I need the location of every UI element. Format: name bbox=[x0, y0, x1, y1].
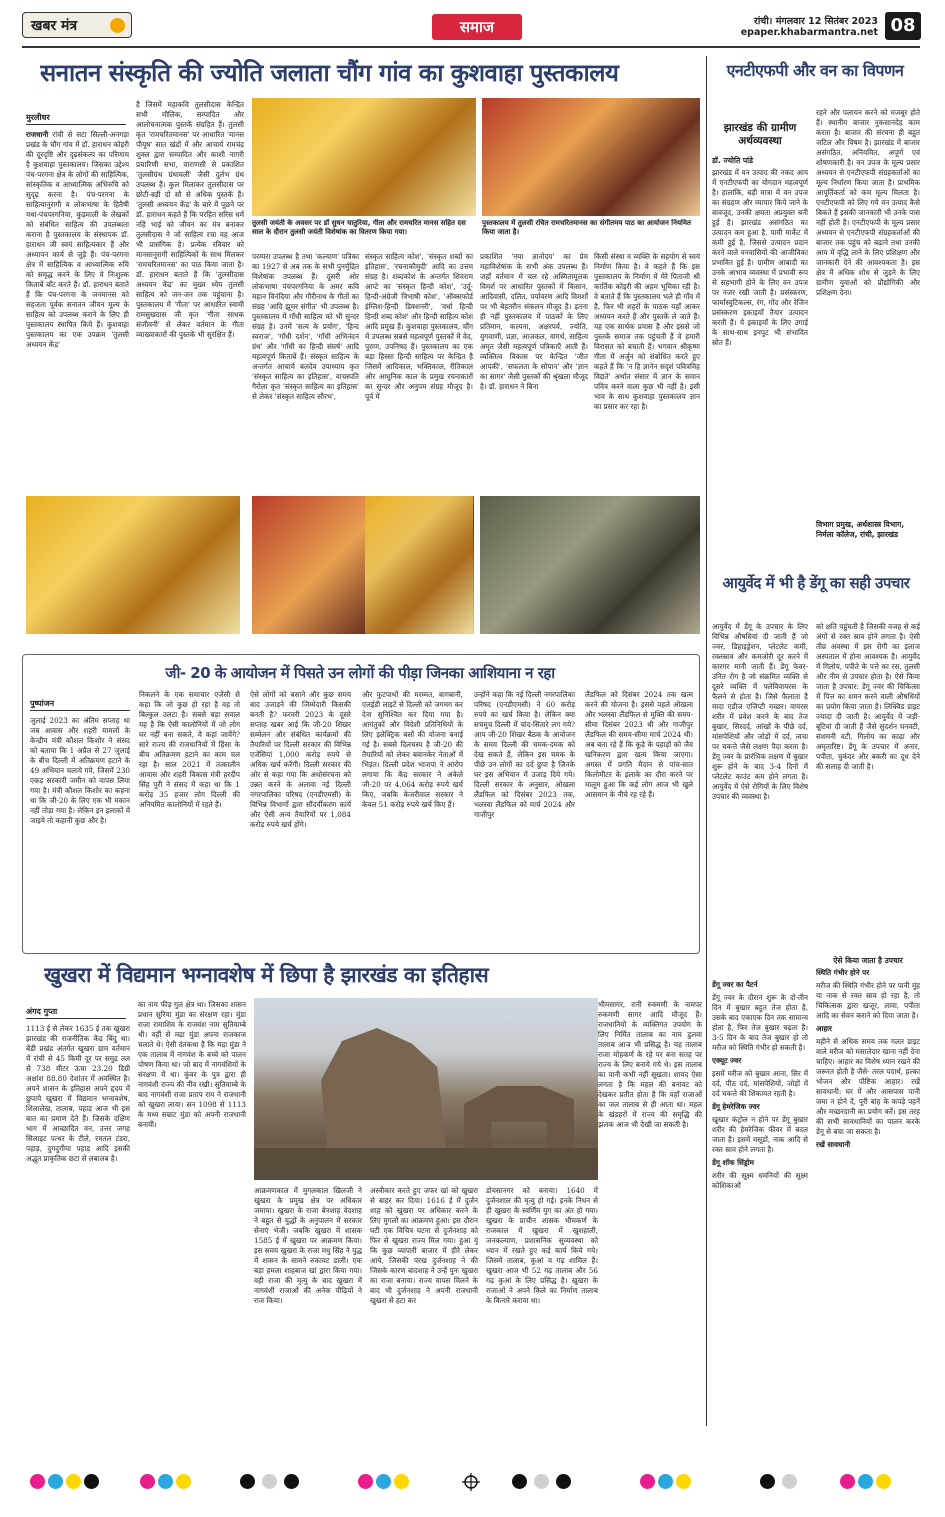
story1-photo-1 bbox=[252, 98, 476, 216]
story5-headline: खुखरा में विद्यमान भग्नावशेष में छिपा है झारखंड का इतिहास bbox=[44, 963, 489, 987]
color-dot bbox=[512, 1474, 527, 1489]
story1-col6: किसी संस्था व व्यक्ति के सहयोग से स्वयं निर्माण किया है। वे कहते हैं कि इस पुस्तकालय के निर्माण में मेरे पिताजी श्री कार्तिक कोइरी की अहम भूमिका रही है। वे बताते हैं कि पुस्तकालय भले ही गाँव में है, फिर भी शहरों के पाठक यहाँ आकर अध्ययन करते हैं और पुस्तकें ले जाते हैं। यह एक सार्थक प्रयास है और इससे जो पुस्तकें समाज तक पहुंचती हैं वे हमारी विरासत को बचाती हैं। भगवान श्रीकृष्ण गीता में अर्जुन को संबोधित करते हुए कहते हैं कि 'न हि ज्ञानेन सदृशं पवित्रमिह विद्यते' अर्थात संसार में ज्ञान के समान पवित्र करने वाला कुछ भी नहीं है। इसी भाव के साथ कुशवाहा पुस्तकालय ज्ञान का प्रसार कर रहा है। bbox=[594, 252, 700, 411]
ruins-arch bbox=[464, 1068, 574, 1158]
color-dot bbox=[858, 1474, 873, 1489]
story3-col4: स्थिति गंभीर होने पर मरीज की स्थिति गंभीर होने पर पानी मुंह या नाक से रक्त स्राव हो रहा है, तो चिकित्सक द्वारा खजूर, लावा, पपीता आदि का सेवन कराने को दिया जाता है। आहार महीने से अधिक समय तक गलत डाइट वाले मरीज को मसालेदार खाना नहीं देना चाहिए। आहार का विशेष ध्यान रखने की जरूरत होती है जैसे- तरल पदार्थ, हल्का भोजन और पौष्टिक आहार। रखें सावधानी: घर में और आसपास पानी जमा न होने दें, पूरी बांह के कपड़े पहनें और मच्छरदानी का प्रयोग करें। इस तरह की सभी सावधानियों का पालन करके डेंगू से बचा जा सकता है। रखें सावधानी bbox=[816, 968, 920, 1149]
story3-subhead-2: डेंगू ज्वर का पैटर्न bbox=[712, 980, 758, 989]
story2-col2: रहने और पलायन करने को मजबूर होते हैं। स्थानीय बाजार नुकसानदेह काम करता है। बाजार की संरचना ही बहुत जटिल और विषम है। झारखंड में बाजार असंगठित, अनियमित, अपूर्ण एवं शोषणकारी है। वन उपज के मूल्य प्रसार अध्ययन से एनटीएफपी संग्रहकर्ताओं का मूल्य निर्धारण किया जाता है। प्राथमिक आपूर्तिकर्ता को कम मूल्य मिलता है। एनटीएफपी को लिए गये वन उत्पाद कैसे बिकते हैं इसकी जानकारी भी उनके पास नहीं होती है। एनटीएफपी के मूल्य प्रसार अध्ययन से एनटीएफपी संग्रहकर्ताओं की बाजार तक पहुंच को बढ़ाने तथा उनकी आय में वृद्धि लाने के लिए प्रशिक्षण और जानकारी देने की आवश्यकता है। इस क्षेत्र में अधिक शोध से जुड़ने के लिए ग्रामीण युवाओं को प्रौद्योगिकी और प्रशिक्षण देना। bbox=[816, 108, 920, 297]
color-dot bbox=[66, 1474, 81, 1489]
story3-subhead-8: रखें सावधानी bbox=[816, 1140, 851, 1149]
story3-subhead-6: डेंगू शॉक सिंड्रोम bbox=[712, 1158, 754, 1167]
story1-caption-1: तुलसी जयंती के अवसर पर डॉ सुधन चातुरिया, गीता और रामचरित मानस सहित दस साल के दौरान तुलसी जयंती विशेषांक का वितरण किया गया। bbox=[252, 219, 466, 236]
col-divider bbox=[706, 56, 707, 1426]
story1-photo-3 bbox=[26, 496, 240, 634]
color-dot bbox=[534, 1474, 549, 1489]
story2-headline bbox=[712, 60, 918, 82]
logo-icon bbox=[110, 18, 125, 33]
color-dot bbox=[158, 1474, 173, 1489]
byline-rule bbox=[26, 124, 126, 125]
color-dot bbox=[876, 1474, 891, 1489]
story4-byline-rule bbox=[30, 710, 130, 711]
story4-col5: उन्होंने कहा कि नई दिल्ली नगरपालिका परिषद (एनडीएमसी) ने 60 करोड़ रुपये का खर्च किया है। लेकिन क्या सचमुच दिल्ली में चांद-सितारे लग गये? आप जी-20 शिखर बैठक के आयोजन के समय दिल्ली की चमक-दमक को देख सकते हैं, लेकिन इस चमक के पीछे उन लोगों का दर्द छुपा है जिनके घर इस अभियान में उजाड़ दिये गये। दिल्ली सरकार के अनुसार, ओखला लैंडफिल को दिसंबर 2023 तक, भलस्वा लैंडफिल को मार्च 2024 और गाजीपुर bbox=[474, 690, 575, 819]
masthead-logo bbox=[22, 12, 132, 38]
logo-text: खबर मंत्र bbox=[31, 18, 78, 34]
color-dot bbox=[84, 1474, 99, 1489]
story2-subhead bbox=[712, 122, 808, 148]
story5-col3: आक्रमणकाल में मुगलकाल खिलजी ने खुखरा के प्रमुख क्षेत्र पर अधिकार जमाया। खुखरा के राजा बेनशाह वेदशाह ने बहुत से युद्धों के अनुपालन में सरकार सेनाएं भेजी। जबकि खुखरा में शासक 1585 ई में खुखरा पर आक्रमण किया। इस समय खुखरा के राजा मधु सिंह ने युद्ध में शासन के सामने रुकावट डाली। एक बड़ा हमला शाहबाज खां द्वारा किया गया। वही राजा की मृत्यु के बाद खुखरा में नागवंशी राजाओं की अनेक पीढ़ियों ने राज किया। bbox=[254, 1186, 362, 1305]
story4-col4: और फुटपाथों की मरम्मत, बागबानी, एलईडी लाइटें से दिल्ली को जगमग कर देना सुनिश्चित कर दिया गया है। आगंतुकों और विदेशी प्रतिनिधियों के लिए इलेक्ट्रिक बसों की योजना बनाई गई है। सबसे दिलचस्प है जी-20 की तैयारियों को लेकर बवानकेर नेताओं में भिड़ंत। दिल्ली प्रदेश भाजपा ने आरोप लगाया कि केंद्र सरकार ने अकेले जी-20 पर 4,064 करोड़ रुपये खर्च किए, जबकि केजरीवाल सरकार ने केवल 51 करोड़ रुपये खर्च किए हैं। bbox=[362, 690, 463, 809]
story1-byline: मुरलीधर bbox=[26, 113, 50, 122]
story2-byline: डॉ. ज्योति पांडे bbox=[712, 156, 754, 165]
story1-col1 bbox=[26, 130, 129, 490]
story5-col4: अस्त्रीकार करते हुए जफर खां को खुखरा से बाहर कर दिया। 1616 ई में दुर्जन शाह को खुखरा पर अधिकार करने के लिए मुगलों का आक्रमण हुआ। इस दौरान घटी एक विचित्र घटना से दुर्जनशाह को फिर से खुखरा राज्य मिल गया। हुआ यूं कि कुछ व्यापारी बाजार में हीरे लेकर आये, जिसकी परख दुर्जनशाह ने की जिसके कारण बादशाह ने उन्हें पुनः खुखरा का राजा बनाया। राज्य वापस मिलने के बाद भी दुर्जनशाह ने अपनी राजधानी खुखरा से हटा कर bbox=[370, 1186, 478, 1305]
masthead-rule bbox=[22, 46, 920, 48]
footer-color-bar bbox=[0, 1470, 945, 1500]
story4-col2: निकलने के एक समाचार एजेंसी से कहा कि जो कुछ हो रहा है वह तो बिल्कुल उलटा है। सबसे बड़ा सवाल यह है कि ऐसी कालोनियों में जो लोग घर नहीं बना सकते, वे कहां जायेंगे? सारे राज्य की राजधानियों में हिंसा के बीच अतिक्रमण हटाने का काम चल रहा है। साल 2021 में तत्कालीन आवास और शहरी विकास मंत्री हरदीप सिंह पुरी ने संसद में कहा था कि 1 करोड़ 35 हजार लोग दिल्ली की अनियमित कालोनियों में रहते हैं। bbox=[139, 690, 240, 809]
story3-subhead-3: स्थिति गंभीर होने पर bbox=[816, 968, 870, 977]
section-label bbox=[432, 14, 522, 40]
story1-photo-2 bbox=[482, 98, 700, 216]
story2-headline-text: एनटीएफपी और वन का विपणन bbox=[726, 61, 904, 80]
story2-col1: झारखंड में वन उत्पाद की नकद आय में एनटीएफपी का योगदान महत्वपूर्ण है। हालांकि, बड़ी मात्रा में वन उपज का संग्रहण और व्यापार किये जाने के बावजूद, उनकी क्षमता अप्रयुक्त बनी हुई है। झारखंड असंगठित का उत्पादन कम हुआ है, पायी मार्केट में कमी हुई है, जिससे उत्पादन प्रदान करने वाले वनवासियों की आजीविका प्रभावित हुई है। ग्रामीण आबादी का उनके आभाव व्यवस्था में प्रभावी रूप से सहभागी होने के लिए वन उपज पर नजर रखी जाती है। प्रसंस्करण, फार्मास्युटिकल्स, रंग, गोंद और रेजिन प्रसंस्करण इकाइयाँ तैयार उत्पादन करती हैं। ये इकाइयाँ के लिए उगाई के साथ-साथ इनपुट भी संभावित स्रोत हैं। bbox=[712, 168, 808, 347]
story3-col3: डेंगू ज्वर का पैटर्न डेंगू ज्वर के दौरान शुरू के दो-तीन दिन में बुखार बहुत तेज होता है, उसके बाद एकाएक दिन तक सामान्य होता है, फिर तेज बुखार चढ़ता है। 3-5 दिन के बाद तेज बुखार हो तो मरीज को स्थिति गंभीर हो सकती है। एक्यूट ज्वर इसमें मरीज को बुखार आना, सिर में दर्द, पीठ दर्द, मांसपेशियों, जोड़ों में दर्द चकत्ते की शिकायत रहती है। डेंगू हेमरेजिक ज्वर खुखार कंट्रोल न होने पर डेंगू बुखार शरीर की हेमरेजिक फीवर में बदल जाता है। इसमें मसूड़ों, नाक आदि से रक्त स्राव होने लगता है। डेंगू शॉक सिंड्रोम शरीर की सूक्ष्म धमनियों की सूक्ष्म कोशिकाओं bbox=[712, 980, 808, 1190]
color-dot bbox=[782, 1474, 797, 1489]
story5-col6: भीमसागर, रानी रुक्मणी के नामपर रुकमणी सागर आदि मौजूद हैं। राजधानियों के व्यक्तिगत उपयोग के लिए निर्मित तालाब का नाम डुलवा तालाब आज भी प्रसिद्ध है। यह तालाब राजा मोहकर्ण के रहे पर बना सतह पर राज्य के लिए बनाये गये थे। इस तालाब का पानी कभी नहीं सूखता। शायद ऐसा लगता है कि महल की बनावट को देखकर प्रतीत होता है कि यहाँ राजाओं का जल तालाब से ही आता था। महल के खंडहरों में राज्य की समृद्धि की झलक आज भी देखी जा सकती है। bbox=[598, 1000, 702, 1129]
color-dot bbox=[262, 1474, 277, 1489]
story3-subhead-7: आहार bbox=[816, 1024, 832, 1033]
color-dot bbox=[48, 1474, 63, 1489]
story5-col5: डोयसानगर को बनाया। 1640 में दुर्जनशाल की मृत्यु हो गई। इनके निधन से ही खुखरा के स्वर्णिम युग का अंत हो गया। खुखरा के प्राचीन शासक भीमकर्ण के राजकाल में खुखरा में खुशहाली, जनकल्याण, प्रशासनिक सुव्यवस्था को ध्यान में रखते हुए कई कार्य किये गये। जिसमें तालाब, कुआं व गढ़ शामिल हैं। खुखरा आज भी 52 गढ़ तालाब और 56 गढ़ कुआं के लिए प्रसिद्ध है। खुखरा के राजाओं ने अपने किले का निर्माण तालाब के किनारे कराया था। bbox=[486, 1186, 598, 1305]
story3-subhead-1: ऐसे किया जाता है उपचार bbox=[833, 956, 903, 965]
story5-byline-rule bbox=[26, 1018, 126, 1019]
story3-headline bbox=[712, 572, 920, 594]
story1-col1-text: रांची से सटा सिल्ली-अनगड़ा प्रखंड के चौंग गांव में डॉ. हाराधन कोइरी की दूरदृष्टि और दृढ़संकल्प का परिणाम है कुशवाहा पुस्तकालय। जिसका उद्देश्य पंच-परगना क्षेत्र के लोगों की साहित्यिक, सांस्कृतिक व आध्यात्मिक अभिरुचि को सुदृढ़ करना है। पंच-परगना के साहित्यानुरागी व लोकभाषा के हितैषी यथा-पंचपरगनिया, कुड़माली के लेखकों को संबंधित साहित्य की उपलब्धता कराना है पुस्तकालय के संस्थापक डॉ. हाराधन जी स्वयं साहित्यकार हैं और अध्यापन कार्य से जुड़े हैं। पंच-परगना क्षेत्र में साहित्यिक व आध्यात्मिक रुचि को समृद्ध करने के लिए वे निःशुल्क किताबें बाँट करते हैं। डॉ. हाराधन बताते हैं कि पंच-परगना के जनमानस को सहजता पूर्वक सनातन जीवन मूल्य के साहित्य को उपलब्ध कराने के लिए ही पुस्तकालय स्थापित किये हैं। कुशवाहा पुस्तकालय का एक उपक्रम 'तुलसी अध्ययन केंद्र' bbox=[26, 130, 129, 349]
story1-col5: प्रकाशित 'नया ज्ञानोदय' का प्रेम महाविशेषांक के सभी अंक उपलब्ध हैं। जहाँ वर्तमान में चल रहे अस्मितामूलक विमर्श पर आधारित पुस्तकों में किसान, आदिवासी, दलित, पर्यावरण आदि विमर्शों पर भी बेहतरीन संकलन मौजूद है। इतना ही नहीं पुस्तकालय में पाठकों के लिए प्रतिमान, कल्पना, अक्षरपर्व, ज्योति, युगवाणी, प्रज्ञा, आजकल, वागर्थ, साहित्य अमृत जैसी महत्वपूर्ण पत्रिकाएँ आती हैं। व्यक्तित्व विकास पर केन्द्रित 'जीत आपकी', 'सफलता के सोपान' और 'ज्ञान का सागर' जैसी पुस्तकों की श्रृंखला मौजूद है। डॉ. हाराधन ने बिना bbox=[480, 252, 588, 391]
story1-photo-6 bbox=[480, 496, 700, 634]
date-line: रांची। मंगलवार 12 सितंबर 2023 bbox=[753, 16, 878, 27]
crosshair-icon bbox=[462, 1473, 480, 1491]
page-number bbox=[885, 12, 921, 40]
color-dot bbox=[676, 1474, 691, 1489]
color-dot bbox=[556, 1474, 571, 1489]
story3-col1: आयुर्वेद में डेंगू के उपचार के लिए विभिन्न औषधियां दी जाती हैं जो ज्वर, डिहाइड्रेशन, प्लेटलेट कमी, रक्तस्राव और कमजोरी दूर करने में कारगर मानी जाती हैं। डेंगू फेवर-उनित रोग है जो संक्रमित व्यक्ति से दूसरे व्यक्ति में फ्लेविवायरस के फैलने से होता है। जिसे फैलाता है मादा एडीज एजिप्टी मच्छर। वायरस शरीर में प्रवेश करने के बाद तेज बुखार, सिरदर्द, आंखों के पीछे दर्द, मांसपेशियों और जोड़ों में दर्द, त्वचा पर चकत्ते जैसे लक्षण पैदा करता है। डेंगू ज्वर के प्रारंभिक लक्षण में बुखार शुरू होने के बाद 3-4 दिनों में प्लेटलेट काउंट कम होने लगता है। आयुर्वेद में ऐसे रोगियों के लिए विशेष उपचार की व्यवस्था है। bbox=[712, 622, 808, 801]
story3-subhead-4: एक्यूट ज्वर bbox=[712, 1056, 742, 1065]
color-dot bbox=[240, 1474, 255, 1489]
story3-headline-text: आयुर्वेद में भी है डेंगू का सही उपचार bbox=[722, 574, 910, 592]
ruins-wall bbox=[314, 1028, 454, 1158]
story3-subhead-5: डेंगू हेमरेजिक ज्वर bbox=[712, 1102, 760, 1111]
ruins-ground bbox=[254, 1148, 598, 1180]
story4-headline: जी- 20 के आयोजन में पिसते उन लोगों की पीड़ा जिनका आशियाना न रहा bbox=[165, 664, 555, 682]
color-dot bbox=[376, 1474, 391, 1489]
color-dot bbox=[760, 1474, 775, 1489]
color-dot bbox=[840, 1474, 855, 1489]
story2-subhead-text: झारखंड की ग्रामीण अर्थव्यवस्था bbox=[723, 122, 797, 147]
story1-dateline: राजधानी bbox=[26, 130, 49, 139]
website: epaper.khabarmantra.net bbox=[740, 27, 878, 38]
story5-col2: का नाम फीड़ गुल क्षेत्र था। जिसका शासन प्रधान सुरिया मुंडा का संरक्षण रहा। मुंडा राजा रामाशिव के राजवंश नाम सुतियाम्बे थी। वहीं से मद्रा मुंडा अपना राजकाज चलाते थे। ऐसी दंतकथा है कि मद्रा मुंडा ने एक तालाब में नागवंश के बच्चे को पालन पोषण किया था। जो बाद में नागवंशियों के संरक्षण में था। कुंवर के पुत्र द्वारा ही नागवंशी राज्य की नींव रखी। सुतियाम्बे के बाद नागवंशी राजा प्रताप राय ने राजधानी को खुखरा लाया। सन 1098 से 1113 के मध्य सम्राट मुंडा को अपनी राजधानी बनायी। bbox=[138, 1000, 246, 1129]
story1-headline: सनातन संस्कृति की ज्योति जलाता चौंग गांव का कुशवाहा पुस्तकालय bbox=[40, 59, 619, 87]
story5-byline: अंगद गुप्ता bbox=[26, 1007, 58, 1016]
color-dot bbox=[30, 1474, 45, 1489]
section-label-text: समाज bbox=[459, 18, 495, 36]
story2-sign: विभाग प्रमुख, अर्थशास्त्र विभाग, निर्मला कॉलेज, रांची, झारखंड bbox=[816, 520, 905, 539]
story4-col3: ऐसे लोगों को बसाने और कुछ समय बाद उजाड़ने की जिम्मेदारी किसकी बनती है? फरवरी 2023 के दूसरे सप्ताह खबर आई कि जी-20 शिखर सम्मेलन और संबंधित कार्यक्रमों की तैयारियों पर दिल्ली सरकार की विभिन्न एजेंसियां 1,000 करोड़ रुपये से अधिक खर्च करेंगी। दिल्ली सरकार की ओर से कहा गया कि अधोसंरचना को उन्नत करने के अलावा नई दिल्ली नगरपालिका परिषद (एनडीएमसी) के विभिन्न विभागों द्वारा सौंदर्यीकरण कार्य और ऐसी अन्य तैयारियों पर 1,084 करोड़ रुपये खर्च होंगे। bbox=[250, 690, 351, 829]
color-dot bbox=[284, 1474, 299, 1489]
story1-col4: संस्कृत साहित्य कोश', 'संस्कृत शब्दों का इतिहास', 'रचनाकौमुदी' आदि का उत्तम संग्रह है। शब्दकोश के अन्तर्गत शिवराम आप्टे का 'संस्कृत हिन्दी कोश', 'उर्दू-हिन्दी-अंग्रेजी त्रिभाषी कोश', 'ऑक्सफोर्ड इंग्लिश-हिन्दी डिक्शनरी', 'वर्धा हिन्दी हिन्दी शब्द कोश' और हिन्दी साहित्य कोश आदि प्रमुख हैं। कुशवाहा पुस्तकालय, चौंग में उपलब्ध सबसे महत्वपूर्ण पुस्तकों में वेद, पुराण, उपनिषद हैं। पुस्तकालय का एक बड़ा हिस्सा हिन्दी साहित्य पर केन्द्रित है जिसमें आदिकाल, भक्तिकाल, रीतिकाल और आधुनिक काल के प्रमुख रचनाकारों का सुन्दर और अनुपम संग्रह मौजूद है। पूर्व में bbox=[365, 252, 473, 401]
color-dot bbox=[394, 1474, 409, 1489]
page-number-text: 08 bbox=[890, 15, 916, 36]
story1-photo-5 bbox=[365, 496, 473, 634]
color-dot bbox=[658, 1474, 673, 1489]
story4-col6: लैंडफिल को दिसंबर 2024 तक खत्म करने की योजना है। इससे पहले ओखला और भलस्वा लैंडफिल से मुक्ति की समय-सीमा दिसंबर 2023 थी और गाजीपुर लैंडफिल की समय-सीमा मार्च 2024 थी। अब बता रहे हैं कि कूड़े के पहाड़ों को जैव खनिकरण द्वारा खत्म किया जाएगा। अगस्त में प्रगति मैदान से पांच-सात किलोमीटर के इलाके का दौरा करने पर मालूम हुआ कि कई लोग आज भी खुले आसमान के नीचे रह रहे हैं। bbox=[585, 690, 693, 799]
color-dot bbox=[176, 1474, 191, 1489]
masthead bbox=[0, 0, 945, 46]
story4-byline: पुष्पांजन bbox=[30, 699, 55, 708]
story3-col3-text: महीने से अधिक समय तक गलत डाइट वाले मरीज को मसालेदार खाना नहीं देना चाहिए। आहार का विशेष ध्यान रखने की जरूरत होती है जैसे- तरल पदार्थ, हल्का भोजन और पौष्टिक आहार। रखें सावधानी: घर में और आसपास पानी जमा न होने दें, पूरी बांह के कपड़े पहनें और मच्छरदानी का प्रयोग करें। इस तरह की सभी सावधानियों का पालन करके डेंगू से बचा जा सकता है। bbox=[816, 1037, 920, 1136]
story1-caption-2: पुस्तकालय में तुलसी रचित रामचरितमानस का संगीतमय पाठ का आयोजन नियमित किया जाता है। bbox=[482, 219, 692, 236]
story5-col1: 1113 ई से लेकर 1635 ई तक खुखरा झारखंड की राजनीतिक केंद्र बिंदु था। बेंडी प्रखंड अंतर्गत खुखरा ग्राम वर्तमान में रांची से 45 किमी दूर पर समुद्र तल से 738 मीटर ऊंचा 23.20 डिग्री अक्षांश 88.80 देशांतर में अवस्थित है। अपने शासन के इतिहास अपने हृदय में छुपाये खुखरा में विद्यमान भग्नावशेष, शिलालेख, तालाब, पहाड़ आज भी इस बात का प्रमाण देते हैं। जिसके दक्षिण भाग में आच्छादित वन, उत्तर जगह सिलाइट पत्थर के टीले, रमतल टंडरा, पहाड़, दुगदुगीया पहाड़ आदि इसकी अद्भुत प्राकृतिक छटा से लबालब है। bbox=[26, 1024, 130, 1163]
color-dot bbox=[358, 1474, 373, 1489]
color-dot bbox=[140, 1474, 155, 1489]
story4-col1: जुलाई 2023 का अंतिम सप्ताह था जब आवास और शहरी मामलों के केन्द्रीय मंत्री कौशल किशोर ने संसद को बताया कि 1 अप्रैल से 27 जुलाई के बीच दिल्ली में अतिक्रमण हटाने के 49 अभियान चलाये गये, जिसमें 230 एकड़ सरकारी जमीन को वापस लिया गया है। मंत्री कौशल किशोर का कहना था कि जी-20 के लिए एक भी मकान नहीं तोड़ा गया है। लेकिन इन इलाकों में जाइये तो कहानी कुछ और है। bbox=[30, 716, 130, 825]
story1-col2: है जिसमें महाकवि तुलसीदास केन्द्रित सभी मौलिक, सम्पादित और आलोचनात्मक पुस्तकें संग्रहित हैं। तुलसी कृत 'रामचरितमानस' पर आधारित 'मानस पीयूष' सात खंडों में और आचार्य रामचंद्र शुक्ल द्वारा सम्पादित और काशी नागरी प्रचारिणी सभा, वाराणसी से प्रकाशित 'तुलसीग्रंथ ग्रंथावली' जैसी दुर्लभ ग्रंथ उपलब्ध हैं। कुल मिलाकर तुलसीदास पर छोटी-बड़ी दो सौ से अधिक पुस्तकें हैं। 'तुलसी अध्ययन केंद्र' के बारे में पूछने पर डॉ. हाराधन कहते हैं कि परहित सरिस धर्म नहिं भाई को जीवन का मंत्र बनाकर तुलसीदास ने जो साहित्य रचा वह आज भी प्रासंगिक है। प्रत्येक रविवार को मानसानुरागी साहित्यिकों के साथ मिलकर 'रामचरितमानस' का पाठ किया जाता है। डॉ. हाराधन बताते हैं कि 'तुलसीदास अध्ययन केंद्र' का मुख्य ध्येय तुलसी साहित्य को जन-जन तक पहुंचाना है। पुस्तकालय में 'गीता' पर आधारित स्वामी रामसुखदास जी कृत 'गीता साधक संजीवनी' से लेकर वर्तमान के गीता व्याख्याकारों की पुस्तकें भी सुरक्षित हैं। bbox=[136, 100, 244, 339]
story1-col3: परम्परा उपलब्ध है तथा 'कल्याण' पत्रिका का 1927 से अब तक के सभी पुनर्मुद्रित विशेषांक उपलब्ध हैं। दूसरी ओर लोकभाषा पंचपरगनिया के अमर कवि महान विनंदिया और गौरीनाथ के गीतों का संग्रह 'आदि झूमर संगीत' भी उपलब्ध है। पुस्तकालय में गाँधी साहित्य को भी सुन्दर संग्रह है। उनमें 'सत्य के प्रयोग', 'हिन्द स्वराज', 'गाँधी दर्शन', 'गाँधी अभिनंदन ग्रंथ' और 'गाँधी का हिन्दी संघर्ष' आदि महत्वपूर्ण किताबें हैं। संस्कृत साहित्य के अन्तर्गत आचार्य बलदेव उपाध्याय कृत 'संस्कृत साहित्य का इतिहास', वाचस्पति गैरोला कृत 'संस्कृत साहित्य का इतिहास' से लेकर 'संस्कृत साहित्य सौरभ', bbox=[252, 252, 359, 401]
story5-photo-ruins bbox=[254, 998, 598, 1180]
story3-col2: को क्षति पहुंचती है जिसकी वजह से कई अंगों से रक्त स्राव होने लगता है। ऐसी तीव्र अवस्था में इस रोगी का इलाज अस्पताल में होना आवश्यक है। आयुर्वेद में गिलोय, पपीते के पत्ते का रस, तुलसी और नीम से उपचार होता है। ऐसे किया जाता है उपचार: डेंगू ज्वर की चिकित्सा में पित्त का शमन करने वाली औषधियों का प्रयोग किया जाता है। लिक्विड डाइट ज्यादा दी जाती है। आयुर्वेद में जड़ी-बूटियां दी जाती हैं जैसे सुदर्शन घनवटी, संशमनी वटी, गिलोय का काढ़ा और अमृतारिष्ट। डेंगू के उपचार में अनार, पपीता, चुकंदर और बकरी का दूध देने की सलाह दी जाती है। bbox=[816, 622, 920, 771]
color-dot bbox=[640, 1474, 655, 1489]
